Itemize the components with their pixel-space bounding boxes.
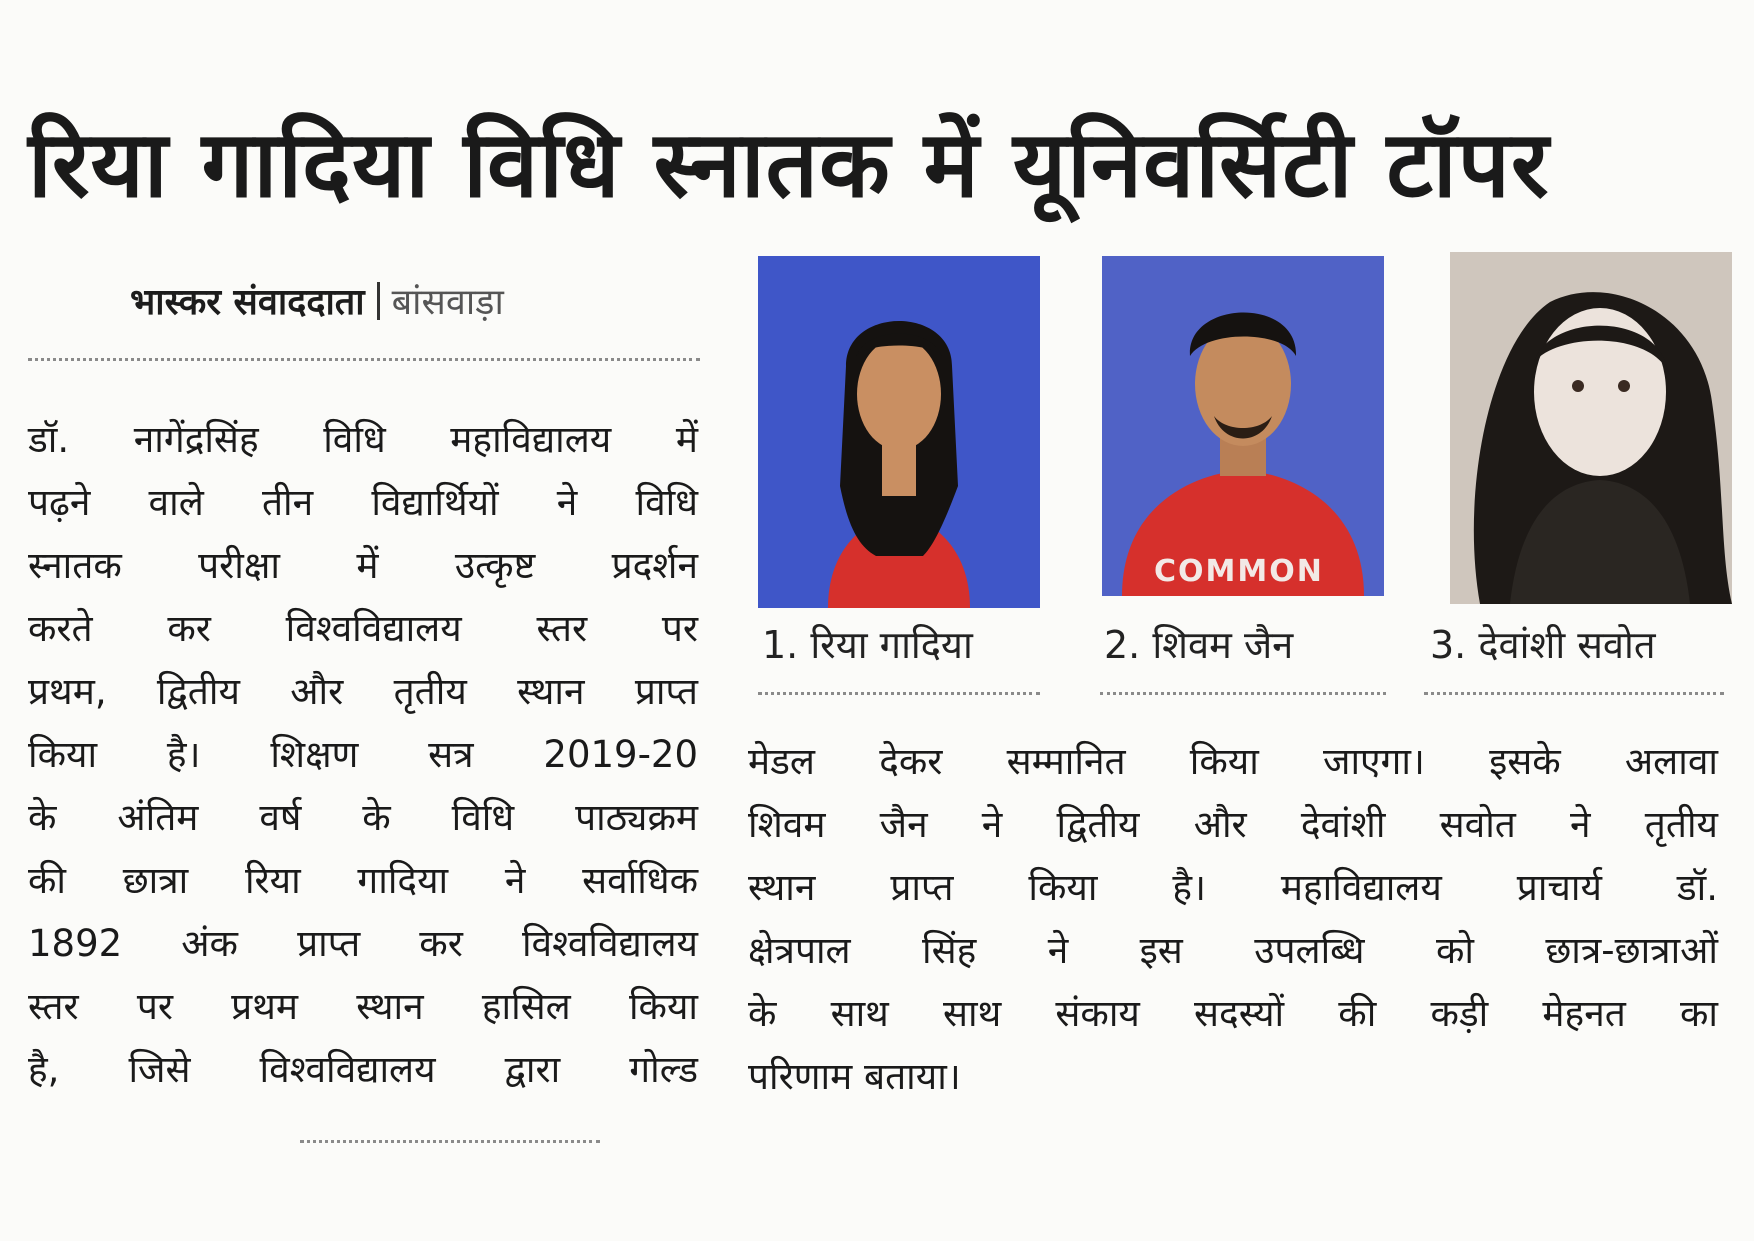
shirt-print-text: COMMON <box>1154 554 1324 589</box>
byline-divider <box>28 358 700 361</box>
caption-divider-3 <box>1424 692 1724 695</box>
left-line-5: प्रथम, द्वितीय और तृतीय स्थान प्राप्त <box>28 670 698 713</box>
byline <box>130 278 504 328</box>
byline-place: बांसवाड़ा <box>391 282 504 323</box>
right-line-3: स्थान प्राप्त किया है। महाविद्यालय प्राचार्य डॉ. <box>748 866 1718 909</box>
byline-separator <box>377 282 380 320</box>
left-line-10: स्तर पर प्रथम स्थान हासिल किया <box>28 985 698 1028</box>
right-line-2: शिवम जैन ने द्वितीय और देवांशी सवोत ने तृतीय <box>748 803 1718 846</box>
caption-divider-1 <box>758 692 1040 695</box>
left-line-2: पढ़ने वाले तीन विद्यार्थियों ने विधि <box>28 481 698 524</box>
photo-caption-3: 3. देवांशी सवोत <box>1430 623 1656 667</box>
left-line-7: के अंतिम वर्ष के विधि पाठ्यक्रम <box>28 796 698 839</box>
left-line-4: करते कर विश्वविद्यालय स्तर पर <box>28 607 698 650</box>
photo-devanshi-savot <box>1450 252 1732 604</box>
left-line-1: डॉ. नागेंद्रसिंह विधि महाविद्यालय में <box>28 418 698 461</box>
left-line-9: 1892 अंक प्राप्त कर विश्वविद्यालय <box>28 922 698 965</box>
left-line-8: की छात्रा रिया गादिया ने सर्वाधिक <box>28 859 698 902</box>
right-line-4: क्षेत्रपाल सिंह ने इस उपलब्धि को छात्र-छात्राओं <box>748 929 1718 972</box>
bottom-divider <box>300 1140 600 1143</box>
byline-reporter: भास्कर संवाददाता <box>130 282 365 323</box>
right-line-5: के साथ साथ संकाय सदस्यों की कड़ी मेहनत का <box>748 992 1718 1035</box>
left-column-text <box>28 408 698 1101</box>
caption-divider-2 <box>1100 692 1386 695</box>
photo-riya-gadiya <box>758 256 1040 608</box>
right-line-6: परिणाम बताया। <box>748 1055 961 1098</box>
photo-caption-2: 2. शिवम जैन <box>1104 623 1294 667</box>
photo-caption-1: 1. रिया गादिया <box>762 623 973 667</box>
right-line-1: मेडल देकर सम्मानित किया जाएगा। इसके अलावा <box>748 740 1718 783</box>
left-line-11: है, जिसे विश्वविद्यालय द्वारा गोल्ड <box>28 1048 698 1091</box>
photo-shivam-jain <box>1102 256 1384 596</box>
headline: रिया गादिया विधि स्नातक में यूनिवर्सिटी टॉपर <box>28 111 1550 218</box>
left-line-6: किया है। शिक्षण सत्र 2019-20 <box>28 733 698 776</box>
right-column-text <box>748 730 1718 1108</box>
left-line-3: स्नातक परीक्षा में उत्कृष्ट प्रदर्शन <box>28 544 698 587</box>
